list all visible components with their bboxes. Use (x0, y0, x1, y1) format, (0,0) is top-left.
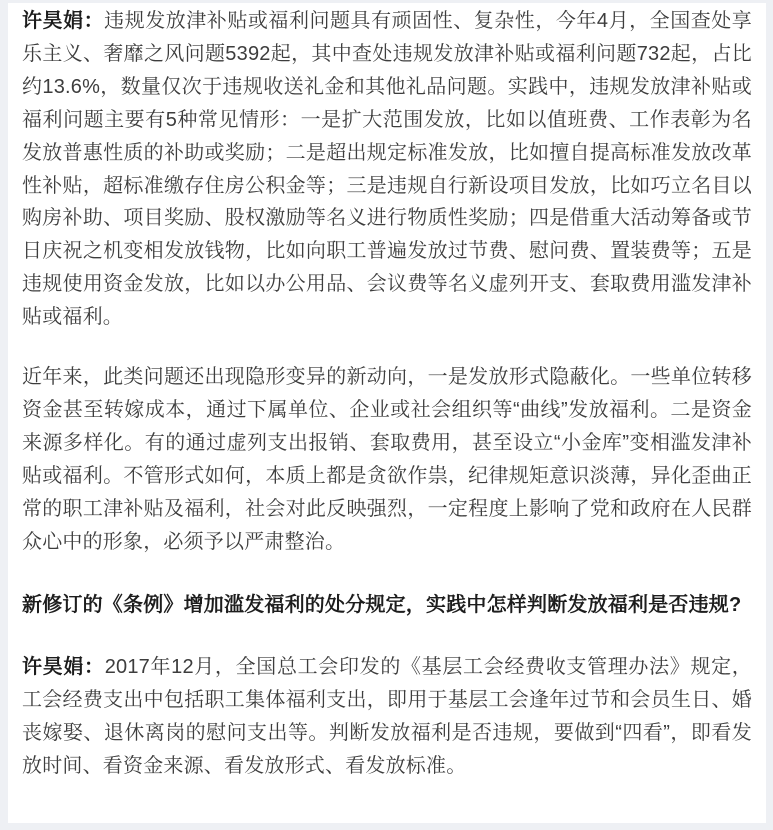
speaker-name: 许昊娟： (22, 656, 105, 679)
paragraph-text: 新修订的《条例》增加滥发福利的处分规定，实践中怎样判断发放福利是否违规? (22, 593, 742, 616)
speaker-name: 许昊娟： (22, 10, 105, 32)
article-content (8, 3, 766, 823)
paragraph-text: 近年来，此类问题还出现隐形变异的新动向，一是发放形式隐蔽化。一些单位转移资金甚至转嫁成本，通过下属单位、企业或社会组织等“曲线”发放福利。二是资金来源多样化。有的通过虚列支出报销、套取费用，甚至设立“小金库”变相滥发津补贴或福利。不管形式如何，本质上都是贪欲作祟，纪律规矩意识淡薄，异化歪曲正常的职工津补贴及福利，社会对此反映强烈，一定程度上影响了党和政府在人民群众心中的形象，必须予以严肃整治。 (22, 366, 752, 553)
paragraph-text: 违规发放津补贴或福利问题具有顽固性、复杂性，今年4月，全国查处享乐主义、奢靡之风问题5392起，其中查处违规发放津补贴或福利问题732起，占比约13.6%，数量仅次于违规收送礼金和其他礼品问题。实践中，违规发放津补贴或福利问题主要有5种常见情形：一是扩大范围发放，比如以值班费、工作表彰为名发放普惠性质的补助或奖励；二是超出规定标准发放，比如擅自提高标准发放改革性补贴，超标准缴存住房公积金等；三是违规自行新设项目发放，比如巧立名目以购房补助、项目奖励、股权激励等名义进行物质性奖励；四是借重大活动筹备或节日庆祝之机变相发放钱物，比如向职工普遍发放过节费、慰问费、置装费等；五是违规使用资金发放，比如以办公用品、会议费等名义虚列开支、套取费用滥发津补贴或福利。 (22, 10, 752, 329)
paragraph-text: 2017年12月，全国总工会印发的《基层工会经费收支管理办法》规定，工会经费支出中包括职工集体福利支出，即用于基层工会逢年过节和会员生日、婚丧嫁娶、退休离岗的慰问支出等。判断发放福利是否违规，要做到“四看”，即看发放时间、看资金来源、看发放形式、看发放标准。 (22, 656, 752, 778)
paragraph-plain (22, 361, 752, 558)
paragraph-answer-1 (22, 5, 752, 334)
paragraph-answer-2 (22, 651, 752, 783)
paragraph-question (22, 589, 752, 622)
